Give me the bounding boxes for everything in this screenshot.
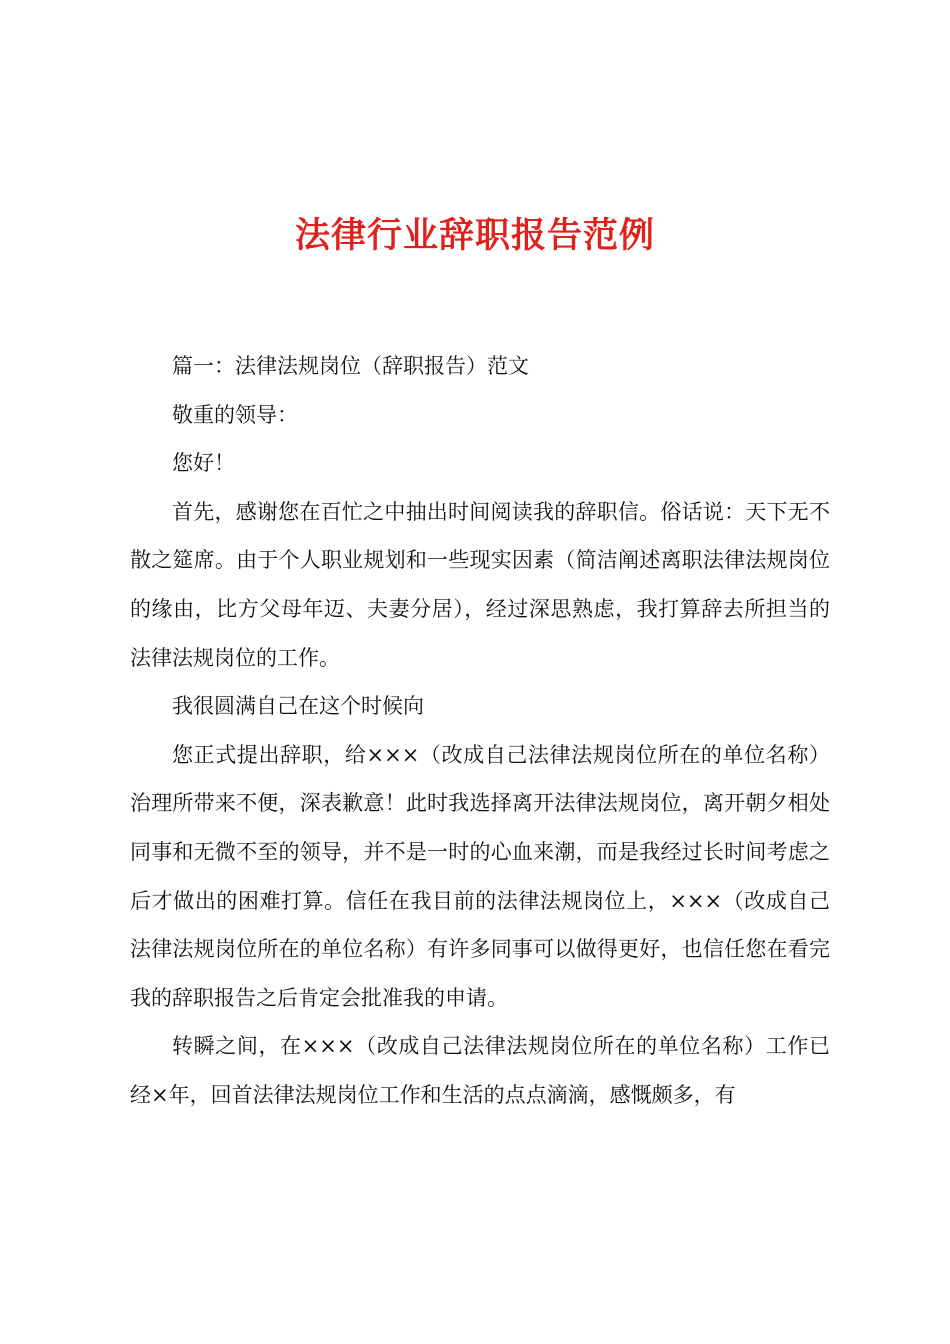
paragraph: 首先，感谢您在百忙之中抽出时间阅读我的辞职信。俗话说：天下无不散之筵席。由于个人职业规划和一些现实因素（简洁阐述离职法律法规岗位的缘由，比方父母年迈、夫妻分居），经过深思熟虑，我打算辞去所担当的法律法规岗位的工作。 <box>130 499 830 670</box>
paragraph: 转瞬之间，在×××（改成自己法律法规岗位所在的单位名称）工作已经×年，回首法律法规岗位工作和生活的点点滴滴，感慨颇多，有 <box>130 1034 830 1107</box>
document-body <box>130 342 830 1120</box>
paragraph: 我很圆满自己在这个时候向 <box>172 694 424 719</box>
paragraph-greeting: 您好！ <box>172 451 235 476</box>
paragraph-heading: 篇一：法律法规岗位（辞职报告）范文 <box>172 354 529 378</box>
paragraph-salutation: 敬重的领导： <box>172 402 298 427</box>
document-title: 法律行业辞职报告范例 <box>294 215 655 256</box>
paragraph: 您正式提出辞职，给×××（改成自己法律法规岗位所在的单位名称）治理所带来不便，深表歉意！此时我选择离开法律法规岗位，离开朝夕相处同事和无微不至的领导，并不是一时的心血来潮，而是我经过长时间考虑之后才做出的困难打算。信任在我目前的法律法规岗位上，×××（改成自己法律法规岗位所在的单位名称）有许多同事可以做得更好，也信任您在看完我的辞职报告之后肯定会批准我的申请。 <box>130 742 830 1010</box>
